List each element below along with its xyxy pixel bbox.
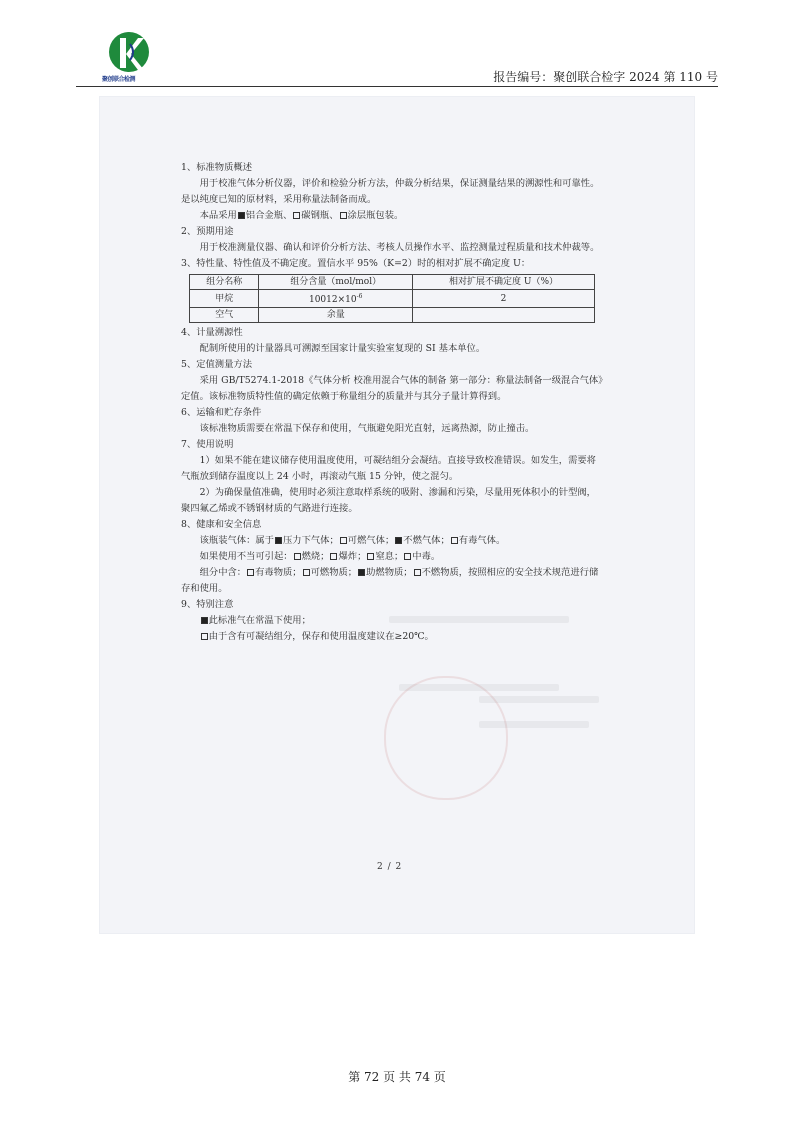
component-prefix: 组分中含：: [199, 567, 247, 578]
checkbox-empty-icon: [414, 569, 421, 576]
table-header-row: [190, 275, 595, 290]
packaging-option-2: 碳钢瓶、: [301, 210, 339, 221]
table-row: [190, 308, 595, 323]
checkbox-empty-icon: [404, 553, 411, 560]
component-option: 可燃物质；: [310, 567, 358, 578]
checkbox-empty-icon: [303, 569, 310, 576]
checkbox-empty-icon: [294, 553, 301, 560]
note-text: 此标准气在常温下使用；: [208, 615, 311, 626]
section-6-title: 6、运输和贮存条件: [181, 407, 262, 418]
checkbox-empty-icon: [340, 537, 347, 544]
hazard-option: 窒息；: [375, 551, 404, 562]
bleed-through-text: [479, 721, 589, 728]
checkbox-empty-icon: [367, 553, 374, 560]
hazard-option: 爆炸；: [338, 551, 367, 562]
content-value: 10012×10: [308, 295, 357, 305]
document-body: [181, 160, 605, 645]
section-1-title: 1、标准物质概述: [181, 162, 252, 173]
hazard-option: 燃烧；: [301, 551, 330, 562]
company-logo: [102, 30, 156, 86]
component-option: 不燃物质，按照相应的安全技术规范进行储存和使用。: [181, 567, 599, 594]
section-7-item-2: 2）为确保量值准确，使用时必须注意取样系统的吸附、渗漏和污染，尽量用死体积小的针型阀，聚四氟乙烯或不锈钢材质的气路进行连接。: [181, 487, 596, 514]
page-footer: 第 72 页 共 74 页: [348, 1070, 446, 1084]
table-header-cell: 组分含量（mol/mol）: [259, 275, 413, 290]
bleed-through-text: [399, 684, 559, 691]
section-9-line-1: [181, 613, 605, 629]
section-9-line-2: [181, 629, 605, 645]
checkbox-empty-icon: [340, 212, 347, 219]
logo-text: 聚创联合检测: [102, 76, 136, 83]
checkbox-checked-icon: [275, 537, 282, 544]
gas-class-option: 可燃气体；: [347, 535, 395, 546]
scanned-page: [99, 96, 695, 934]
packaging-prefix: 本品采用: [199, 210, 237, 221]
section-8-line-1: [181, 533, 605, 549]
section-2-paragraph: 用于校准测量仪器、确认和评价分析方法、考核人员操作水平、监控测量过程质量和技术仲裁等。: [199, 242, 600, 253]
checkbox-empty-icon: [330, 553, 337, 560]
section-7-title: 7、使用说明: [181, 439, 234, 450]
section-7-item-1: 1）如果不能在建议储存使用温度使用，可凝结组分会凝结。直接导致校准错误。如发生，需要将气瓶放到储存温度以上 24 小时，再滚动气瓶 15 分钟，使之混匀。: [181, 455, 596, 482]
checkbox-empty-icon: [451, 537, 458, 544]
section-8-line-2: [181, 549, 605, 565]
note-text: 由于含有可凝结组分，保存和使用温度建议在≥20℃。: [208, 631, 434, 642]
content-exponent: -6: [356, 293, 363, 300]
section-8-title: 8、健康和安全信息: [181, 519, 262, 530]
table-header-cell: 相对扩展不确定度 U（%）: [413, 275, 595, 290]
section-4-paragraph: 配制所使用的计量器具可溯源至国家计量实验室复现的 SI 基本单位。: [199, 343, 486, 354]
section-3-title: 3、特性量、特性值及不确定度。置信水平 95%（K=2）时的相对扩展不确定度 U：: [181, 258, 531, 269]
gas-class-prefix: 该瓶装气体：属于: [199, 535, 274, 546]
section-1-packaging: [181, 208, 605, 224]
packaging-option-3: 涂层瓶包装。: [347, 210, 404, 221]
table-cell: 甲烷: [190, 290, 259, 308]
faint-stamp-mark: [384, 676, 508, 800]
checkbox-empty-icon: [247, 569, 254, 576]
section-6-paragraph: 该标准物质需要在常温下保存和使用，气瓶避免阳光直射，远离热源，防止撞击。: [199, 423, 535, 434]
bleed-through-text: [479, 696, 599, 703]
section-8-line-3: [181, 565, 605, 597]
packaging-option-1: 铝合金瓶、: [245, 210, 293, 221]
checkbox-checked-icon: [395, 537, 402, 544]
section-4-title: 4、计量溯源性: [181, 327, 243, 338]
section-5-paragraph: 采用 GB/T5274.1-2018《气体分析 校准用混合气体的制备 第一部分：称量法制备一级混合气体》定值。该标准物质特性值的确定依赖于称量组分的质量并与其分子量计算得到。: [181, 375, 603, 402]
section-1-paragraph: 用于校准气体分析仪器，评价和检验分析方法，仲裁分析结果，保证测量结果的溯源性和可靠性。是以纯度已知的原材料，采用称量法制备而成。: [181, 178, 600, 205]
checkbox-checked-icon: [201, 617, 208, 624]
table-row: [190, 290, 595, 308]
gas-class-option: 不燃气体；: [403, 535, 450, 546]
checkbox-empty-icon: [293, 212, 300, 219]
table-cell: 2: [413, 290, 595, 308]
section-5-title: 5、定值测量方法: [181, 359, 252, 370]
hazard-prefix: 如果使用不当可引起：: [199, 551, 293, 562]
table-cell: 余量: [259, 308, 413, 323]
inner-page-number: 2 / 2: [377, 862, 403, 872]
characteristics-table: [189, 274, 595, 323]
checkbox-empty-icon: [201, 633, 208, 640]
component-option: 有毒物质；: [255, 567, 302, 578]
checkbox-checked-icon: [358, 569, 365, 576]
table-cell: [259, 290, 413, 308]
header-divider: [76, 86, 718, 87]
logo-mark-icon: [106, 30, 152, 74]
component-option: 助燃物质；: [366, 567, 413, 578]
gas-class-option: 有毒气体。: [458, 535, 506, 546]
section-2-title: 2、预期用途: [181, 226, 234, 237]
section-9-title: 9、特别注意: [181, 599, 234, 610]
table-cell: [413, 308, 595, 323]
checkbox-checked-icon: [238, 212, 245, 219]
hazard-option: 中毒。: [412, 551, 441, 562]
table-header-cell: 组分名称: [190, 275, 259, 290]
report-number: 报告编号：聚创联合检字 2024 第 110 号: [493, 70, 718, 84]
table-cell: 空气: [190, 308, 259, 323]
gas-class-option: 压力下气体；: [282, 535, 339, 546]
